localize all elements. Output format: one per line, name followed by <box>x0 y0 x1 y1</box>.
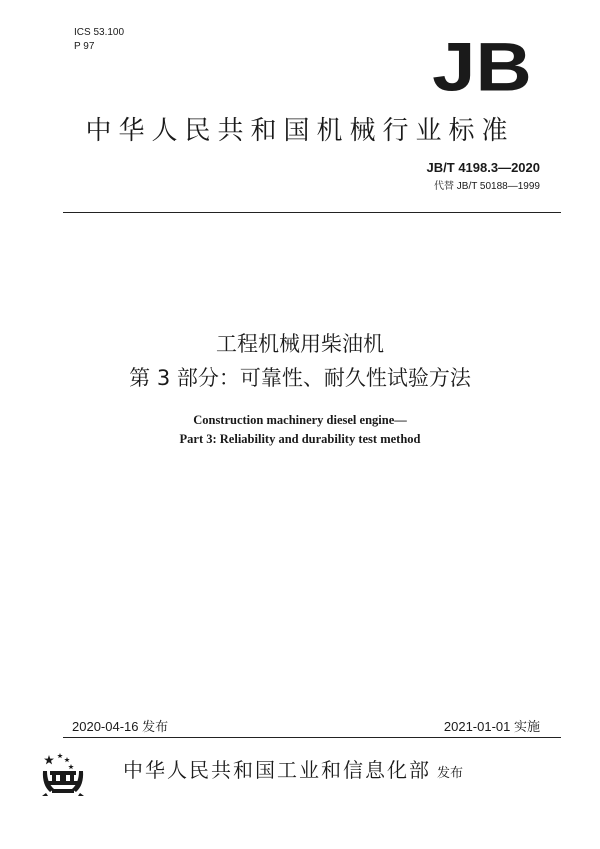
document-subtitle-cn: 第 3 部分：可靠性、耐久性试验方法 <box>129 366 471 390</box>
publisher-suffix: 发布 <box>437 766 464 781</box>
jb-logo-text: JB <box>432 30 532 96</box>
ics-code: ICS 53.100 <box>74 27 125 38</box>
national-emblem-icon <box>40 751 86 797</box>
document-title-en: Construction machinery diesel engine— <box>193 413 407 427</box>
standard-category-title: 中华人民共和国机械行业标准 <box>85 116 515 146</box>
document-title-cn: 工程机械用柴油机 <box>216 332 384 356</box>
issue-date: 2020-04-16 发布 <box>72 719 169 734</box>
publisher <box>123 754 463 783</box>
document-subtitle-en: Part 3: Reliability and durability test method <box>179 432 421 446</box>
classification-code: P 97 <box>74 41 95 52</box>
replaces-standard: 代替 JB/T 50188—1999 <box>434 181 540 192</box>
top-divider <box>63 212 561 213</box>
bottom-divider <box>63 737 561 738</box>
implementation-date: 2021-01-01 实施 <box>443 719 540 734</box>
standard-number: JB/T 4198.3—2020 <box>426 160 540 175</box>
publisher-name: 中华人民共和国工业和信息化部 <box>123 758 431 782</box>
jb-logo <box>428 30 536 96</box>
